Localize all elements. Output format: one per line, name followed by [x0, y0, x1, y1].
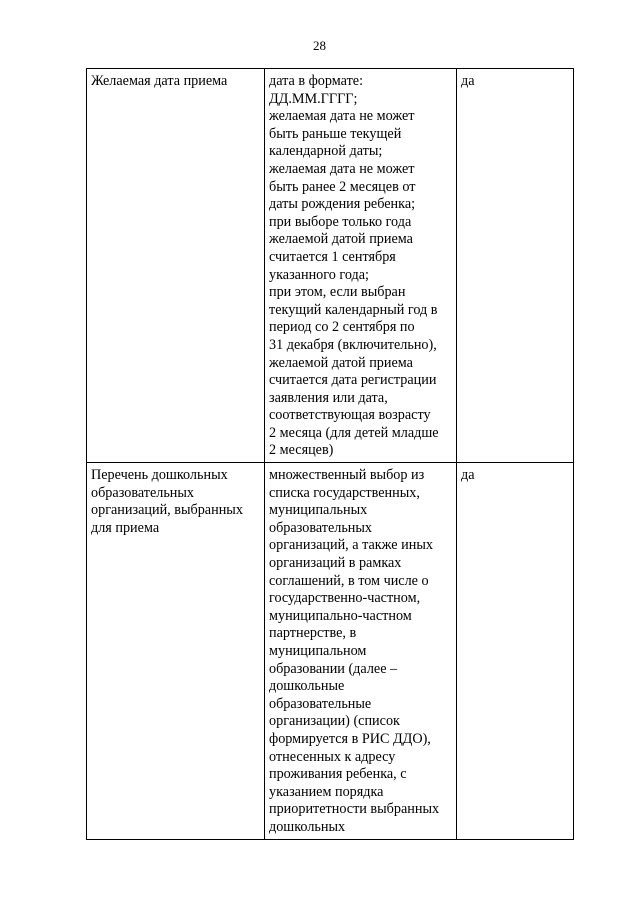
description-line: образовании (далее – — [269, 660, 398, 677]
description-line: 2 месяцев) — [269, 442, 334, 459]
required-flag: да — [461, 467, 475, 484]
description-line: партнерстве, в — [269, 625, 357, 642]
page-number: 28 — [313, 38, 326, 53]
field-name-line: образовательных — [91, 484, 195, 501]
field-description-cell — [265, 69, 457, 463]
description-line: указанного года; — [269, 266, 369, 283]
description-line: при этом, если выбран — [269, 284, 406, 301]
description-line: 31 декабря (включительно), — [269, 336, 437, 353]
description-line: указанием порядка — [269, 783, 384, 800]
description-line: ДД.ММ.ГГГГ; — [269, 90, 358, 107]
required-flag: да — [461, 73, 475, 89]
required-flag-cell — [457, 69, 574, 463]
description-line: дошкольных — [269, 818, 346, 835]
description-line: множественный выбор из — [269, 467, 425, 484]
field-name-line: для приема — [91, 519, 160, 536]
table-row — [87, 69, 574, 463]
description-line: считается дата регистрации — [269, 372, 437, 389]
description-line: быть раньше текущей — [269, 125, 402, 142]
description-line: образовательные — [269, 695, 372, 712]
description-line: быть ранее 2 месяцев от — [269, 178, 416, 195]
required-flag-cell — [457, 463, 574, 839]
description-line: дошкольные — [269, 678, 345, 695]
requirements-table — [86, 68, 574, 840]
field-name-cell — [87, 463, 265, 839]
description-line: организаций в рамках — [269, 555, 402, 572]
description-line: желаемая дата не может — [269, 108, 415, 125]
description-line: желаемой датой приема — [269, 231, 413, 248]
description-line: текущий календарный год в — [269, 301, 438, 318]
description-line: организаций, а также иных — [269, 537, 433, 554]
field-name-line: организаций, выбранных — [91, 502, 243, 519]
description-line: муниципально-частном — [269, 607, 412, 624]
description-line: заявления или дата, — [269, 389, 388, 406]
description-line: дата в формате: — [269, 73, 364, 89]
description-line: период со 2 сентября по — [269, 319, 415, 336]
description-line: формируется в РИС ДДО), — [269, 730, 431, 747]
description-line: муниципальных — [269, 502, 368, 519]
description-line: календарной даты; — [269, 143, 383, 160]
description-line: отнесенных к адресу — [269, 748, 396, 765]
description-line: соответствующая возрасту — [269, 407, 431, 424]
description-line: приоритетности выбранных — [269, 801, 440, 818]
field-name-line: Желаемая дата приема — [91, 73, 228, 89]
description-line: государственно-частном, — [269, 590, 421, 607]
description-line: списка государственных, — [269, 484, 420, 501]
description-line: проживания ребенка, с — [269, 766, 407, 783]
description-line: 2 месяца (для детей младше — [269, 424, 439, 441]
table-row — [87, 463, 574, 839]
field-description-cell — [265, 463, 457, 839]
field-name-line: Перечень дошкольных — [91, 467, 228, 484]
description-line: образовательных — [269, 519, 373, 536]
description-line: считается 1 сентября — [269, 248, 396, 265]
field-name-cell — [87, 69, 265, 463]
description-line: желаемая дата не может — [269, 160, 415, 177]
description-line: даты рождения ребенка; — [269, 196, 416, 213]
description-line: желаемой датой приема — [269, 354, 413, 371]
description-line: организации) (список — [269, 713, 400, 730]
description-line: при выборе только года — [269, 213, 412, 230]
description-line: муниципальном — [269, 643, 367, 659]
description-line: соглашений, в том числе о — [269, 572, 429, 589]
